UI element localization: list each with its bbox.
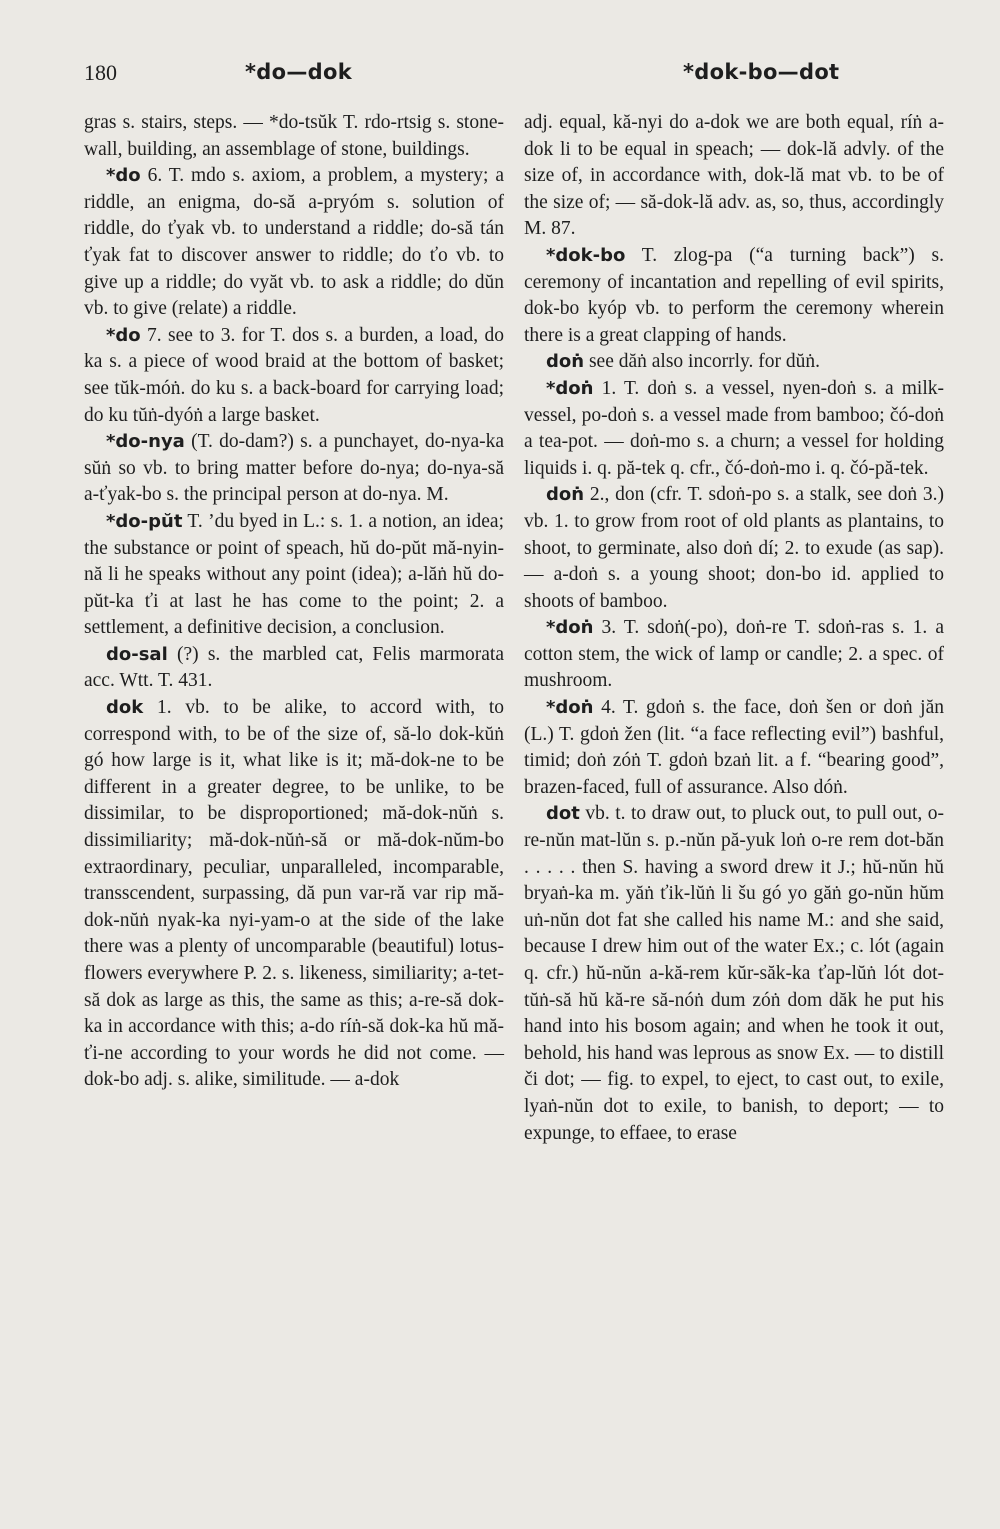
entry-text: 2., don (cfr. T. sdoṅ-po s. a stalk, see doṅ 3.) vb. 1. to grow from root of old plants as plantains, to shoot, to germinate, also doṅ dí; 2. to exude (as sap). — a-doṅ s. a young shoot; don-bo id. applied to shoots of bamboo. [524, 484, 944, 612]
running-head-left: *do—dok [245, 60, 352, 84]
entry [524, 482, 944, 615]
entry-headword: dok [106, 697, 144, 719]
entry-text: (T. do-dam?) s. a punchayet, do-nya-ka sŭṅ so vb. to bring matter before do-nya; do-nya-să a-ťyak-bo s. the principal person at do-nya. M. [84, 431, 505, 506]
entry-headword: *doṅ [546, 617, 594, 639]
entry-headword: *dok-bo [546, 244, 626, 266]
entry [84, 163, 504, 323]
left-column [84, 110, 504, 1094]
page-header [0, 58, 1000, 92]
entry [524, 376, 944, 482]
entry [84, 509, 504, 642]
entry-headword: *do-nya [106, 431, 185, 453]
entry-text: adj. equal, kă-nyi do a-dok we are both equal, ríṅ a-dok li to be equal in speach; — dok-lă advly. of the size of, in accordance with, dok-lă mat vb. to be of the size of; — să-dok-lă adv. as, so, thus, accordingly M. 87. [524, 112, 944, 240]
entry-text: vb. t. to draw out, to pluck out, to pull out, o-re-nŭn mat-lŭn s. p.-nŭn pă-yuk loṅ o-re rem dot-băn . . . . . then S. having a sword drew it J.; hŭ-nŭn hŭ bryaṅ-ka m. yăṅ ťik-lŭṅ li šu gó yo găṅ go-nŭn hŭm uṅ-nŭn dot fat she called his name M.: and she said, because I drew him out of the water Ex.; c. lót (again q. cfr.) hŭ-nŭn a-kă-rem kŭr-săk-ka ťap-lŭṅ lót dot-tŭṅ-să hŭ kă-re să-nóṅ dum zóṅ dom dăk he put his hand into his bosom again; and when he took it out, behold, his hand was leprous as snow Ex. — to distill či dot; — fig. to expel, to eject, to cast out, to exile, lyaṅ-nŭn dot to exile, to banish, to deport; — to expunge, to effaee, to erase [524, 803, 945, 1144]
entry-text: T. zlog-pa (“a turning back”) s. ceremony of incantation and repelling of evil spirits, dok-bo kyóp vb. to perform the ceremony wherein there is a great clapping of hands. [524, 244, 944, 346]
entry-headword: doṅ [546, 351, 585, 373]
entry [524, 615, 944, 695]
right-column [524, 110, 944, 1147]
entry-headword: dot [546, 803, 580, 825]
entry [84, 110, 504, 163]
entry [524, 243, 944, 349]
entry [84, 323, 504, 429]
entry [524, 110, 944, 243]
entry-text: (?) s. the marbled cat, Felis marmorata acc. Wtt. T. 431. [84, 643, 504, 692]
entry-text: 3. T. sdoṅ(-po), doṅ-re T. sdoṅ-ras s. 1. a cotton stem, the wick of lamp or candle; 2. a spec. of mushroom. [524, 617, 945, 692]
entry [84, 642, 504, 695]
running-head-right: *dok-bo—dot [683, 60, 840, 84]
entry-text: T. ’du byed in L.: s. 1. a notion, an idea; the substance or point of speach, hŭ do-pŭt mă-nyin-nă li he speaks without any point (idea); a-lăṅ hŭ do-pŭt-ka ťi at last he has come to the point; 2. a settlement, a definitive decision, a conclusion. [84, 510, 504, 639]
entry-headword: doṅ [546, 484, 585, 506]
entry-text: gras s. stairs, steps. — *do-tsŭk T. rdo-rtsig s. stone-wall, building, an assemblage of stone, buildings. [84, 112, 504, 160]
entry-headword: *doṅ [546, 377, 594, 399]
entry [524, 349, 944, 376]
page-number: 180 [84, 60, 117, 85]
entry-text: 1. T. doṅ s. a vessel, nyen-doṅ s. a milk-vessel, po-doṅ s. a vessel made from bamboo; čó-doṅ a tea-pot. — doṅ-mo s. a churn; a vessel for holding liquids i. q. pă-tek q. cfr., čó-doṅ-mo i. q. čó-pă-tek. [524, 377, 945, 479]
entry-headword: *doṅ [546, 697, 594, 719]
entry [84, 429, 504, 509]
entry-text: see dăṅ also incorrly. for dŭṅ. [588, 351, 820, 373]
entry-text: 1. vb. to be alike, to accord with, to correspond with, to be of the size of, să-lo dok-kŭṅ gó how large is it, what like is it; mă-dok-ne to be different in a greater degree, to be unlike, to be dissimilar, to be disproportioned; mă-dok-nŭṅ s. dissimiliarity; mă-dok-nŭṅ-să or mă-dok-nŭm-bo extraordinary, peculiar, unparalleled, incomparable, transscendent, surpassing, dă pun var-ră var rip mă-dok-nŭṅ nyak-ka nyi-yam-o at the side of the lake there was a plenty of uncomparable (beautiful) lotus-flowers everywhere P. 2. s. likeness, similiarity; a-tet-să dok as large as this, the same as this; a-re-să dok-ka in accordance with this; a-do ríṅ-să dok-ka hŭ mă-ťi-ne according to your words he did not come. — dok-bo adj. s. alike, similitude. — a-dok [84, 697, 504, 1091]
entry [524, 695, 944, 801]
entry-text: 7. see to 3. for T. dos s. a burden, a load, do ka s. a piece of wood braid at the bottom of basket; see tŭk-móṅ. do ku s. a back-board for carrying load; do ku tŭṅ-dyóṅ a large basket. [84, 324, 505, 426]
entry-headword: *do [106, 324, 141, 346]
entry-headword: *do [106, 165, 141, 187]
entry [524, 801, 944, 1147]
entry-headword: do-sal [106, 643, 168, 665]
entry [84, 695, 504, 1094]
entry-text: 4. T. gdoṅ s. the face, doṅ šen or doṅ jăn (L.) T. gdoṅ žen (lit. “a face reflecting evil”) bashful, timid; doṅ zóṅ T. gdoṅ bzaṅ lit. a f. “bearing good”, brazen-faced, full of assurance. Also dóṅ. [524, 697, 945, 798]
entry-text: 6. T. mdo s. axiom, a problem, a mystery; a riddle, an enigma, do-să a-pryóm s. solution of riddle, do ťyak vb. to understand a riddle; do-să tán ťyak fat to discover answer to riddle; do ťo vb. to give up a riddle; do vyăt vb. to ask a riddle; do dŭn vb. to give (relate) a riddle. [84, 165, 504, 320]
entry-headword: *do-pŭt [106, 510, 183, 532]
